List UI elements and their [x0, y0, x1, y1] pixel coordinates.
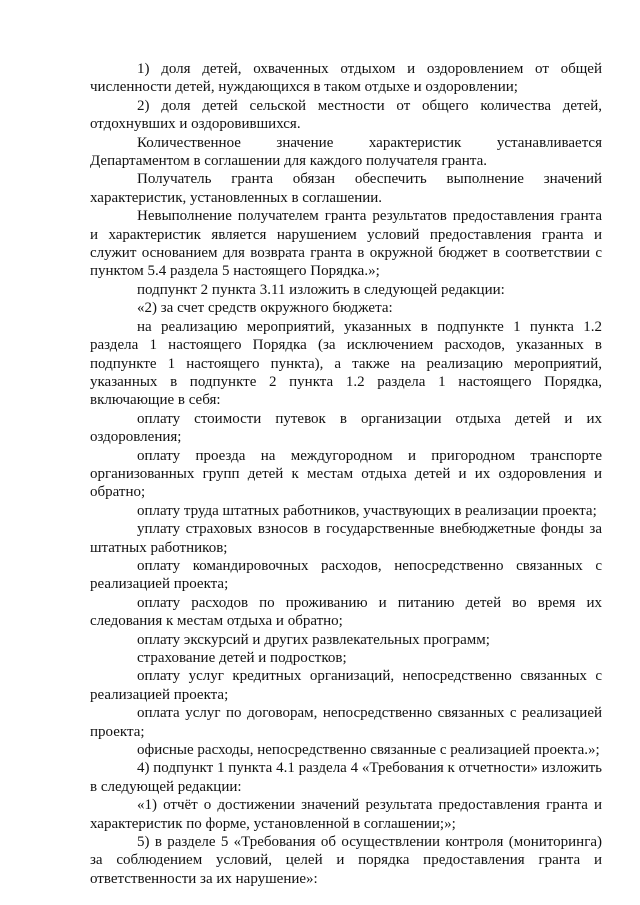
paragraph-share-of-children-covered: 1) доля детей, охваченных отдыхом и оздоровлением от общей численности детей, нуждающихся в таком отдыхе и оздоровлении;	[90, 61, 602, 96]
list-item-excursions: оплату экскурсий и других развлекательных программ;	[137, 631, 490, 648]
paragraph-events-implementation: на реализацию мероприятий, указанных в подпункте 1 пункта 1.2 раздела 1 настоящего Порядка (за исключением расходов, указанных в подпункте 1 настоящего пункта), а также на реализацию мероприятий, указанных в подпункте 2 пункта 1.2 раздела 1 настоящего Порядка, включающие в себя:	[90, 318, 602, 409]
paragraph-quantitative-value: Количественное значение характеристик устанавливается Департаментом в соглашении для каждого получателя гранта.	[90, 134, 602, 170]
list-item-accommodation-food: оплату расходов по проживанию и питанию детей во время их следования к местам отдыха и обратно;	[90, 594, 602, 630]
document-page	[90, 60, 602, 888]
paragraph-report-on-results: «1) отчёт о достижении значений результата предоставления гранта и характеристик по форме, установленной в соглашении;»;	[90, 797, 602, 832]
paragraph-subitem-2-intro: подпункт 2 пункта 3.11 изложить в следующей редакции:	[137, 281, 505, 298]
paragraph-reporting-requirements: 4) подпункт 1 пункта 4.1 раздела 4 «Требования к отчетности» изложить в следующей редакции:	[90, 760, 602, 795]
list-item-credit-organization-services: оплату услуг кредитных организаций, непосредственно связанных с реализацией проекта;	[90, 668, 602, 703]
paragraph-district-budget-funds: «2) за счет средств окружного бюджета:	[137, 300, 393, 317]
paragraph-non-fulfillment: Невыполнение получателем гранта результатов предоставления гранта и характеристик является нарушением условий предоставления гранта и служит основанием для возврата гранта в окружной бюджет в соответствии с пунктом 5.4 раздела 5 настоящего Порядка.»;	[90, 208, 602, 280]
paragraph-section-5-control: 5) в разделе 5 «Требования об осуществлении контроля (мониторинга) за соблюдением условий, целей и порядка предоставления гранта и ответственности за их нарушение»:	[90, 834, 602, 887]
list-item-travel-payment: оплату проезда на междугородном и пригородном транспорте организованных групп детей к местам отдыха детей и их оздоровления и обратно;	[90, 447, 602, 501]
list-item-business-trip-expenses: оплату командировочных расходов, непосредственно связанных с реализацией проекта;	[90, 557, 602, 593]
paragraph-share-of-rural-children: 2) доля детей сельской местности от общего количества детей, отдохнувших и оздоровившихся.	[90, 97, 602, 133]
list-item-children-insurance: страхование детей и подростков;	[137, 650, 347, 666]
list-item-insurance-contributions: уплату страховых взносов в государственные внебюджетные фонды за штатных работников;	[90, 521, 602, 556]
paragraph-recipient-obligation: Получатель гранта обязан обеспечить выполнение значений характеристик, установленных в соглашении.	[90, 171, 602, 206]
list-item-staff-salary: оплату труда штатных работников, участвующих в реализации проекта;	[137, 502, 597, 519]
list-item-contract-services: оплата услуг по договорам, непосредственно связанных с реализацией проекта;	[90, 705, 602, 740]
list-item-office-expenses: офисные расходы, непосредственно связанные с реализацией проекта.»;	[137, 742, 600, 759]
list-item-vouchers-payment: оплату стоимости путевок в организации отдыха детей и их оздоровления;	[90, 410, 602, 446]
